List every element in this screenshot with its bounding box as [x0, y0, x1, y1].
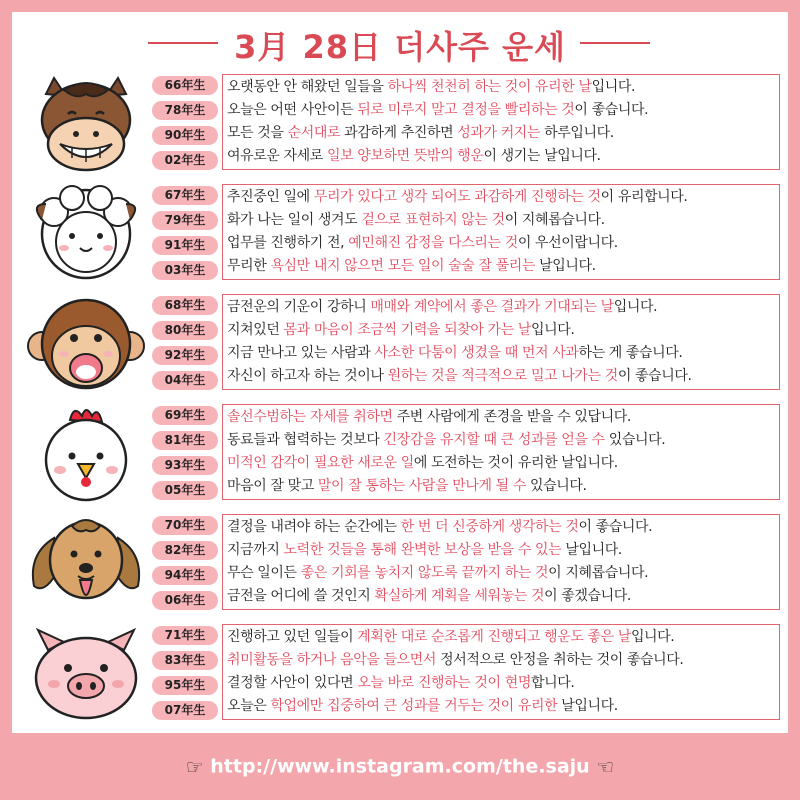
fortune-line — [227, 145, 779, 168]
fortune-text: 입니다. — [591, 79, 636, 95]
highlighted-phrase: 일보 양보하면 뜻밖의 행운 — [326, 148, 484, 164]
fortune-text-box — [222, 184, 780, 280]
fortune-text: 업무를 진행하기 전, — [227, 235, 349, 251]
birth-year-badge: 02年生 — [152, 151, 218, 170]
fortune-line — [227, 406, 779, 429]
instagram-link[interactable]: http://www.instagram.com/the.saju — [210, 755, 590, 778]
fortune-line — [227, 452, 779, 475]
rooster-icon — [24, 404, 148, 504]
birth-year-badge: 04年生 — [152, 371, 218, 390]
fortune-line — [227, 475, 779, 498]
birth-year-badge: 93年生 — [152, 456, 218, 475]
highlighted-phrase: 말이 잘 통하는 사람을 만나게 될 수 — [317, 478, 526, 494]
fortune-group-monkey — [0, 292, 800, 396]
fortune-text: 이 우선이랍니다. — [517, 235, 618, 251]
highlighted-phrase: 뒤로 미루지 말고 결정을 빨리하는 것 — [357, 102, 575, 118]
highlighted-phrase: 계획한 대로 순조롭게 진행되고 행운도 좋은 날 — [357, 629, 631, 645]
title-rule-right — [580, 42, 650, 44]
fortune-text: 있습니다. — [525, 478, 587, 494]
footer-url-row — [0, 755, 800, 779]
fortune-text: 지금까지 — [227, 542, 284, 558]
highlighted-phrase: 노력한 것들을 통해 완벽한 보상을 받을 수 있는 — [283, 542, 562, 558]
fortune-line — [227, 232, 779, 255]
birth-year-badge: 06年生 — [152, 591, 218, 610]
birth-year-badge: 81年生 — [152, 431, 218, 450]
highlighted-phrase: 긴장감을 유지할 때 큰 성과를 얻을 수 — [383, 432, 605, 448]
fortune-text: 자신이 하고자 하는 것이나 — [227, 368, 388, 384]
fortune-text: 여유로운 자세로 — [227, 148, 327, 164]
fortune-line — [227, 539, 779, 562]
fortune-text: 동료들과 협력하는 것보다 — [227, 432, 384, 448]
fortune-text: 결정을 내려야 하는 순간에는 — [227, 519, 401, 535]
birth-year-badge: 70年生 — [152, 516, 218, 535]
monkey-icon — [24, 294, 148, 394]
fortune-group-rooster — [0, 402, 800, 506]
highlighted-phrase: 확실하게 계획을 세워놓는 것 — [374, 588, 545, 604]
fortune-text: 결정할 사안이 있다면 — [227, 675, 358, 691]
fortune-text-box — [222, 624, 780, 720]
fortune-text: 이 좋겠습니다. — [544, 588, 631, 604]
fortune-text-box — [222, 514, 780, 610]
highlighted-phrase: 사소한 다툼이 생겼을 때 먼저 사과 — [374, 345, 579, 361]
fortune-text: 모든 것을 — [227, 125, 288, 141]
birth-year-badge: 67年生 — [152, 186, 218, 205]
fortune-line — [227, 209, 779, 232]
fortune-line — [227, 76, 779, 99]
highlighted-phrase: 예민해진 감정을 다스리는 것 — [348, 235, 518, 251]
birth-year-badge: 05年生 — [152, 481, 218, 500]
fortune-text: 진행하고 있던 일들이 — [227, 629, 358, 645]
fortune-text-box — [222, 404, 780, 500]
fortune-text: 합니다. — [530, 675, 575, 691]
highlighted-phrase: 욕심만 내지 않으면 모든 일이 술술 잘 풀리는 — [270, 258, 536, 274]
highlighted-phrase: 하나씩 천천히 하는 것이 유리한 날 — [387, 79, 592, 95]
fortune-text: 입니다. — [613, 299, 658, 315]
fortune-text: 이 지혜롭습니다. — [504, 212, 605, 228]
fortune-text: 날입니다. — [557, 698, 618, 714]
fortune-text: 입니다. — [530, 322, 575, 338]
dog-icon — [24, 514, 148, 614]
birth-year-badge: 91年生 — [152, 236, 218, 255]
fortune-text-box — [222, 294, 780, 390]
fortune-line — [227, 296, 779, 319]
fortune-text: 무리한 — [227, 258, 271, 274]
fortune-line — [227, 695, 779, 718]
pig-icon — [24, 624, 148, 724]
birth-year-column — [152, 296, 218, 396]
highlighted-phrase: 솔선수범하는 자세를 취하면 — [227, 409, 393, 425]
fortune-text: 추진중인 일에 — [227, 189, 314, 205]
birth-year-column — [152, 76, 218, 176]
fortune-text: 하루입니다. — [540, 125, 614, 141]
fortune-text: 에 도전하는 것이 유리한 날입니다. — [413, 455, 618, 471]
birth-year-badge: 82年生 — [152, 541, 218, 560]
fortune-text: 이 좋습니다. — [574, 102, 649, 118]
birth-year-badge: 83年生 — [152, 651, 218, 670]
pointing-hand-left-icon: ☜ — [596, 755, 615, 779]
birth-year-badge: 68年生 — [152, 296, 218, 315]
fortune-text: 주변 사람에게 존경을 받을 수 있답니다. — [392, 409, 631, 425]
sheep-icon — [24, 184, 148, 284]
fortune-line — [227, 342, 779, 365]
highlighted-phrase: 겉으로 표현하지 않는 것 — [361, 212, 505, 228]
fortune-text: 화가 나는 일이 생겨도 — [227, 212, 362, 228]
highlighted-phrase: 몸과 마음이 조금씩 기력을 되찾아 가는 날 — [283, 322, 531, 338]
birth-year-badge: 80年生 — [152, 321, 218, 340]
fortune-text: 이 좋습니다. — [578, 519, 653, 535]
birth-year-badge: 66年生 — [152, 76, 218, 95]
birth-year-column — [152, 626, 218, 726]
birth-year-badge: 94年生 — [152, 566, 218, 585]
birth-year-column — [152, 406, 218, 506]
fortune-group-horse — [0, 72, 800, 176]
fortune-text: 있습니다. — [604, 432, 666, 448]
pointing-hand-right-icon: ☞ — [185, 755, 204, 779]
fortune-line — [227, 649, 779, 672]
birth-year-column — [152, 516, 218, 616]
fortune-text-box — [222, 74, 780, 170]
fortune-text: 지금 만나고 있는 사람과 — [227, 345, 375, 361]
fortune-text: 이 유리합니다. — [600, 189, 688, 205]
fortune-text: 하는 게 좋습니다. — [578, 345, 683, 361]
highlighted-phrase: 순서대로 — [287, 125, 341, 141]
highlighted-phrase: 한 번 더 신중하게 생각하는 것 — [400, 519, 579, 535]
highlighted-phrase: 좋은 기회를 놓치지 않도록 끝까지 하는 것 — [300, 565, 549, 581]
page-title: 3月 28日 더사주 운세 — [234, 28, 566, 66]
fortune-text: 금전운의 기운이 강하니 — [227, 299, 371, 315]
birth-year-badge: 78年生 — [152, 101, 218, 120]
fortune-text: 날입니다. — [561, 542, 622, 558]
birth-year-badge: 03年生 — [152, 261, 218, 280]
highlighted-phrase: 성과가 커지는 — [457, 125, 541, 141]
fortune-line — [227, 626, 779, 649]
fortune-line — [227, 562, 779, 585]
birth-year-badge: 71年生 — [152, 626, 218, 645]
highlighted-phrase: 오늘 바로 진행하는 것이 현명 — [357, 675, 531, 691]
highlighted-phrase: 미적인 감각이 필요한 새로운 일 — [227, 455, 414, 471]
header — [0, 18, 800, 68]
fortune-text: 오랫동안 안 해왔던 일들을 — [227, 79, 388, 95]
title-rule-left — [148, 42, 218, 44]
highlighted-phrase: 무리가 있다고 생각 되어도 과감하게 진행하는 것 — [313, 189, 601, 205]
fortune-line — [227, 365, 779, 388]
birth-year-badge: 90年生 — [152, 126, 218, 145]
fortune-text: 마음이 잘 맞고 — [227, 478, 318, 494]
fortune-text: 이 좋습니다. — [617, 368, 692, 384]
fortune-line — [227, 186, 779, 209]
fortune-text: 이 지혜롭습니다. — [548, 565, 649, 581]
fortune-line — [227, 429, 779, 452]
fortune-text: 날입니다. — [535, 258, 596, 274]
fortune-group-sheep — [0, 182, 800, 286]
highlighted-phrase: 매매와 계약에서 좋은 결과가 기대되는 날 — [370, 299, 614, 315]
birth-year-badge: 07年生 — [152, 701, 218, 720]
birth-year-badge: 79年生 — [152, 211, 218, 230]
birth-year-badge: 92年生 — [152, 346, 218, 365]
fortune-text: 이 생기는 날입니다. — [483, 148, 601, 164]
highlighted-phrase: 원하는 것을 적극적으로 밀고 나가는 것 — [387, 368, 618, 384]
fortune-text: 정서적으로 안정을 취하는 것이 좋습니다. — [436, 652, 684, 668]
fortune-text: 과감하게 추진하면 — [340, 125, 458, 141]
fortune-line — [227, 122, 779, 145]
highlighted-phrase: 학업에만 집중하여 큰 성과를 거두는 것이 유리한 — [270, 698, 558, 714]
birth-year-column — [152, 186, 218, 286]
fortune-text: 입니다. — [630, 629, 675, 645]
footer-bar — [0, 733, 800, 800]
birth-year-badge: 95年生 — [152, 676, 218, 695]
fortune-line — [227, 255, 779, 278]
horse-icon — [24, 74, 148, 174]
fortune-line — [227, 585, 779, 608]
fortune-text: 무슨 일이든 — [227, 565, 301, 581]
fortune-line — [227, 672, 779, 695]
fortune-line — [227, 99, 779, 122]
fortune-group-pig — [0, 622, 800, 726]
birth-year-badge: 69年生 — [152, 406, 218, 425]
fortune-text: 금전을 어디에 쓸 것인지 — [227, 588, 375, 604]
fortune-text: 오늘은 어떤 사안이든 — [227, 102, 358, 118]
highlighted-phrase: 취미활동을 하거나 음악을 들으면서 — [227, 652, 437, 668]
fortune-text: 오늘은 — [227, 698, 271, 714]
fortune-text: 지쳐있던 — [227, 322, 284, 338]
fortune-group-dog — [0, 512, 800, 616]
fortune-line — [227, 319, 779, 342]
fortune-line — [227, 516, 779, 539]
